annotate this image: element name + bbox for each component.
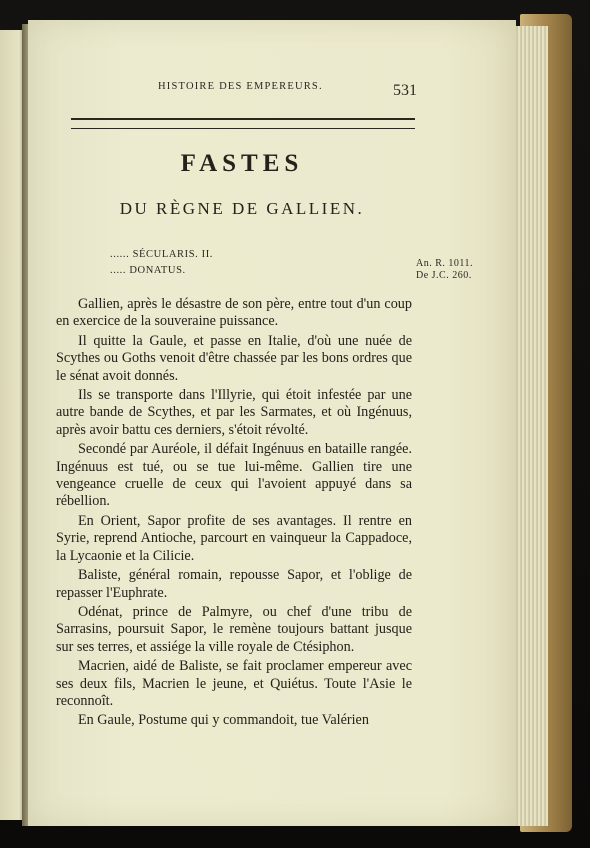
consul-line: ...... SÉCULARIS. II. [110, 249, 214, 260]
paragraph: Odénat, prince de Palmyre, ou chef d'une tribu de Sarrasins, poursuit Sapor, le remène toujours battant jusque sur ses terres, et assiége la ville royale de Ctésiphon. [56, 603, 412, 655]
page-number: 531 [393, 82, 417, 99]
paragraph: Gallien, après le désastre de son père, entre tout d'un coup en exercice de la souveraine puissance. [56, 296, 412, 330]
margin-date-year-christ: De J.C. 260. [416, 270, 472, 281]
running-head: HISTOIRE DES EMPEREURS. [158, 81, 323, 92]
paragraph: En Gaule, Postume qui y commandoit, tue Valérien [78, 712, 369, 729]
paragraph: Baliste, général romain, repousse Sapor, et l'oblige de repasser l'Euphrate. [56, 567, 412, 601]
paragraph: Ils se transporte dans l'Illyrie, qui étoit infestée par une autre bande de Scythes, et par les Sarmates, et où Ingénuus, après avoir battu ces derniers, s'étoit révolté. [56, 387, 412, 438]
left-page-sliver [0, 30, 24, 820]
paragraph: En Orient, Sapor profite de ses avantages. Il rentre en Syrie, reprend Antioche, parcourt en vainqueur la Cappadoce, la Lycaonie et la Cilicie. [56, 512, 412, 564]
chapter-title: FASTES [180, 150, 304, 177]
consul-line: ..... DONATUS. [110, 265, 186, 276]
header-rule-thin [71, 128, 415, 129]
paragraph: Macrien, aidé de Baliste, se fait proclamer empereur avec ses deux fils, Macrien le jeune, et Quiétus. Toute l'Asie le reconnoît. [56, 658, 412, 709]
chapter-subtitle: DU RÈGNE DE GALLIEN. [119, 199, 365, 218]
body-text [56, 296, 412, 732]
paragraph: Secondé par Auréole, il défait Ingénuus en bataille rangée. Ingénuus est tué, ou se tue lui-même. Gallien tire une vengeance cruelle de ceux qui l'avoient appuyé dans sa rébellion. [56, 441, 412, 510]
header-rule-thick [71, 118, 415, 120]
paragraph: Il quitte la Gaule, et passe en Italie, d'où une nuée de Scythes ou Goths venoit d'être chassée par les bons ordres que le sénat avoit donnés. [56, 332, 412, 384]
margin-date-year-rome: An. R. 1011. [416, 258, 474, 269]
